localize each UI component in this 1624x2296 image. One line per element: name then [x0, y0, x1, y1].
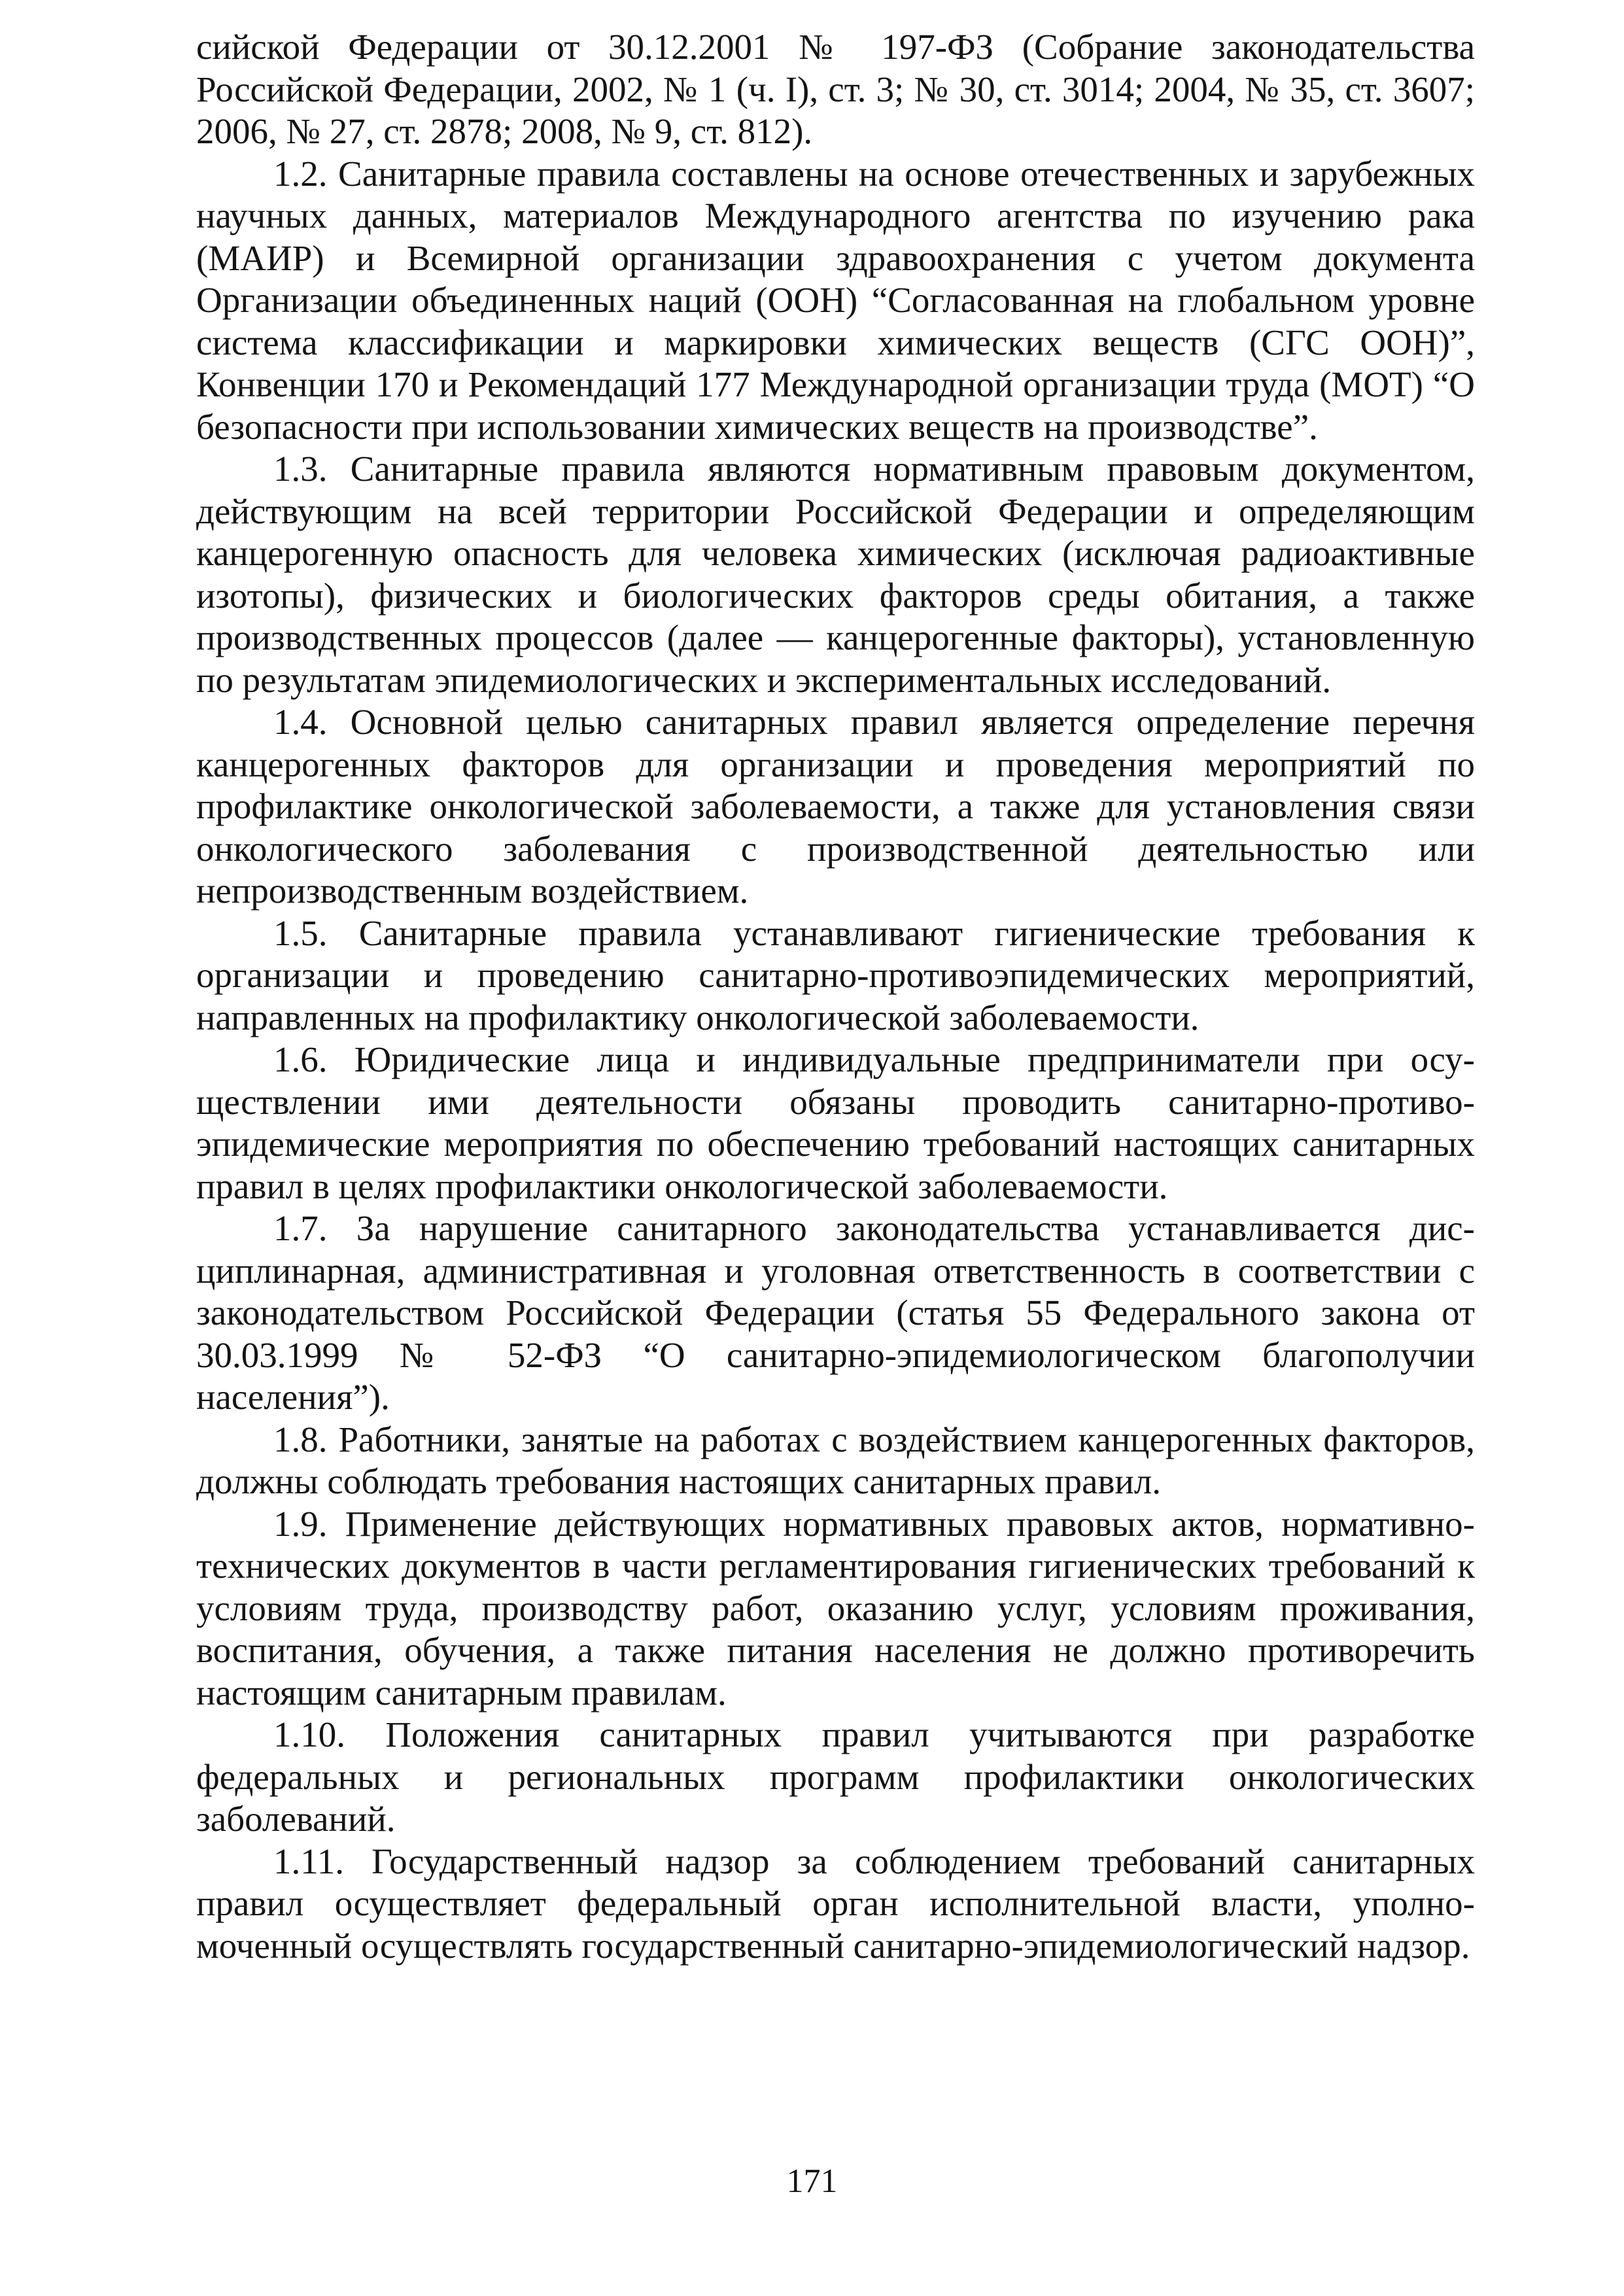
continuation-text: сийской Федерации от 30.12.2001 № 197-ФЗ (Собрание законодательства Российской Федерации, 2002, № 1 (ч. I), ст. 3; № 30, ст. 3014; 2004, № 35, ст. 3607; 2006, № 27, ст. 2878; 2008, № 9, ст. 812). — [196, 27, 1475, 151]
paragraph-1-10: 1.10. Положения санитарных правил учитываются при разработке федеральных и региональных программ профилактики онкологических заболеваний. — [196, 1714, 1475, 1839]
document-body — [196, 26, 1475, 1967]
paragraph-1-3: 1.3. Санитарные правила являются нормативным правовым документом, действующим на всей территории Российской Федерации и определяющим канцерогенную опасность для человека химических (исключая радиоактивные изотопы), физических и биологических факторов среды обитания, а также производственных процессов (далее — канцерогенные факторы), установленную по результатам эпидемиологических и экспериментальных исследований. — [196, 449, 1475, 700]
paragraph-1-2: 1.2. Санитарные правила составлены на основе отечественных и зарубежных научных данных, материалов Международного агентства по изучению рака (МАИР) и Всемирной организации здравоохранения с учетом документа Организации объединенных наций (ООН) “Согласованная на глобальном уровне система классификации и маркировки химических веществ (СГС ООН)”, Конвенции 170 и Рекомендаций 177 Международной организации труда (МОТ) “О безопасности при использовании химических веществ на производстве”. — [196, 153, 1475, 447]
paragraph-1-6: 1.6. Юридические лица и индивидуальные предприниматели при осуществлении ими деятельности обязаны проводить санитарно-противоэпидемические мероприятия по обеспечению требований настоящих санитарных правил в целях профилактики онкологической заболеваемости. — [196, 1039, 1475, 1206]
paragraph-1-5: 1.5. Санитарные правила устанавливают гигиенические требования к организации и проведению санитарно-противоэпидемических мероприятий, направленных на профилактику онкологической заболеваемости. — [196, 913, 1475, 1037]
paragraph-1-8: 1.8. Работники, занятые на работах с воздействием канцерогенных факторов, должны соблюдать требования настоящих санитарных правил. — [196, 1419, 1475, 1501]
page-number: 171 — [786, 2163, 838, 2200]
paragraph-1-9: 1.9. Применение действующих нормативных правовых актов, нормативно-технических документов в части регламентирования гигиенических требований к условиям труда, производству работ, оказанию услуг, условиям проживания, воспитания, обучения, а также питания населения не должно противоречить настоящим санитарным правилам. — [196, 1503, 1475, 1713]
paragraph-1-11: 1.11. Государственный надзор за соблюдением требований санитарных правил осуществляет федеральный орган исполнительной власти, уполномоченный осуществлять государственный санитарно-эпидемиологический надзор. — [196, 1841, 1475, 1966]
paragraph-1-7: 1.7. За нарушение санитарного законодательства устанавливается дисциплинарная, административная и уголовная ответственность в соответствии с законодательством Российской Федерации (статья 55 Федерального закона от 30.03.1999 № 52-ФЗ “О санитарно-эпидемиологическом благополучии населения”). — [196, 1208, 1475, 1417]
paragraph-1-4: 1.4. Основной целью санитарных правил является определение перечня канцерогенных факторов для организации и проведения мероприятий по профилактике онкологической заболеваемости, а также для установления связи онкологического заболевания с производственной деятельностью или непроизводственным воздействием. — [196, 702, 1475, 911]
